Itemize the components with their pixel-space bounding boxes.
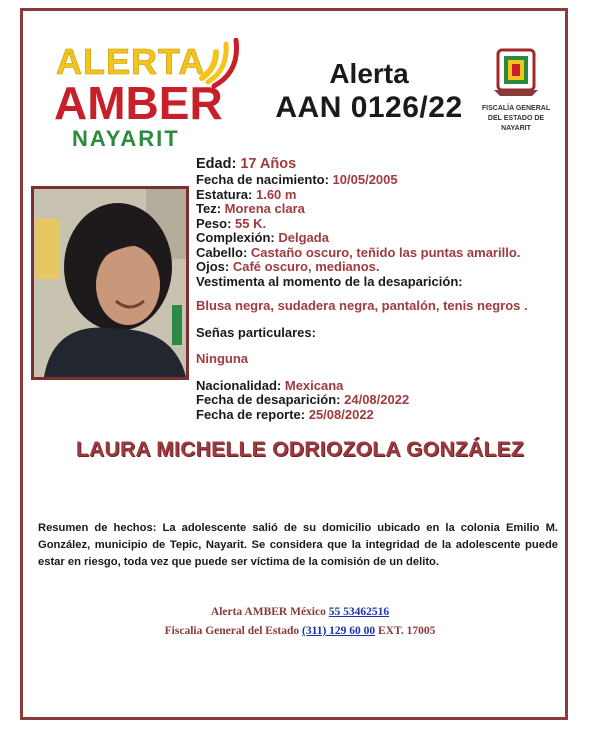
logo-line-alerta: ALERTA [56,41,206,82]
detail-marks-label: Señas particulares: [196,324,316,340]
seal-caption-1: FISCALÍA GENERAL [481,105,551,112]
detail-nationality: Nacionalidad: Mexicana [196,377,344,393]
detail-age: Edad: 17 Años [196,156,297,172]
state-seal-icon [492,46,540,98]
alert-code: AAN 0126/22 [275,91,463,124]
detail-dob: Fecha de nacimiento: 10/05/2005 [196,172,398,187]
detail-clothing-label: Vestimenta al momento de la desaparición: [196,273,463,289]
detail-skin: Tez: Morena clara [196,201,305,216]
missing-person-name: LAURA MICHELLE ODRIOZOLA GONZÁLEZ [75,438,525,461]
contact-line-fiscalia [0,625,600,637]
fiscalia-seal [476,46,556,133]
contact-line-amber [0,606,600,618]
person-details [196,156,566,422]
portrait-placeholder-icon [34,189,186,377]
detail-clothing: Blusa negra, sudadera negra, pantalón, tenis negros . [196,298,528,313]
logo-line-amber: AMBER [54,77,223,129]
contact-fiscalia-label: Fiscalia General del Estado [164,625,300,637]
alerta-amber-logo [46,38,246,154]
contact-fiscalia-phone-link[interactable]: (311) 129 60 00 [302,625,376,637]
seal-caption-2: DEL ESTADO DE [487,115,545,122]
detail-eyes: Ojos: Café oscuro, medianos. [196,259,380,274]
detail-disappearance-date: Fecha de desaparición: 24/08/2022 [196,392,410,407]
detail-build: Complexión: Delgada [196,230,329,245]
detail-weight: Peso: 55 K. [196,215,267,231]
detail-hair: Cabello: Castaño oscuro, teñido las puntas amarillo. [196,244,521,260]
seal-caption-3: NAYARIT [501,125,531,132]
case-summary: Resumen de hechos: La adolescente salió de su domicilio ubicado en la colonia Emilio M. González, municipio de Tepic, Nayarit. Se considera que la integridad de la adolescente puede estar en riesgo, toda vez que puede ser víctima de la comisión de un delito. [38,522,558,568]
missing-person-photo [31,186,189,380]
contact-amber-phone-link[interactable]: 55 53462516 [328,606,390,618]
logo-line-nayarit: NAYARIT [72,126,180,151]
alert-title [262,58,476,126]
contact-amber-label: Alerta AMBER México [210,606,326,618]
contact-fiscalia-extension: EXT. 17005 [378,625,436,637]
alert-word: Alerta [329,58,409,89]
detail-marks: Ninguna [196,351,248,366]
detail-height: Estatura: 1.60 m [196,186,297,202]
signal-waves-icon [196,38,244,94]
detail-report-date: Fecha de reporte: 25/08/2022 [196,406,374,422]
